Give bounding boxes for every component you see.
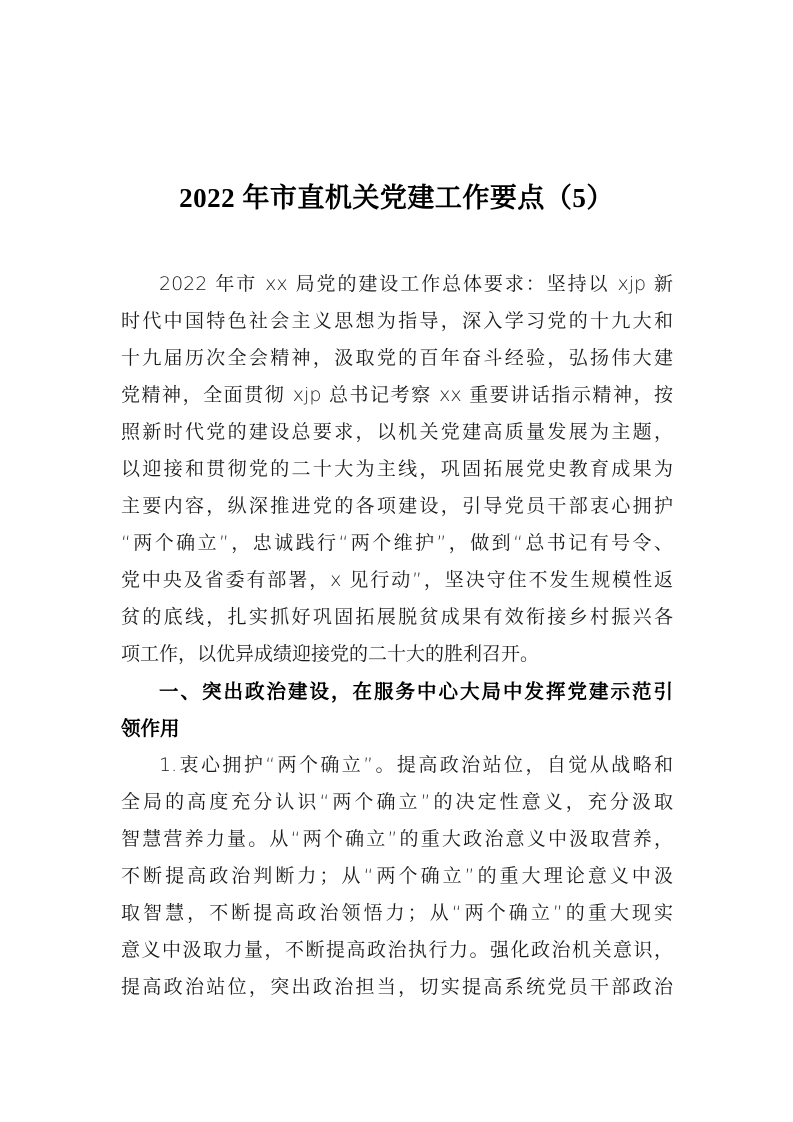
paragraph-line: 党中央及省委有部署，x 见行动”，坚决守住不发生规模性返 bbox=[121, 569, 673, 591]
paragraph-line: 不断提高政治判断力；从“两个确立”的重大理论意义中汲 bbox=[121, 865, 673, 887]
paragraph-line: 项工作，以优异成绩迎接党的二十大的胜利召开。 bbox=[121, 643, 540, 665]
paragraph-line: 意义中汲取力量，不断提高政治执行力。强化政治机关意识， bbox=[121, 939, 673, 961]
paragraph-line: 提高政治站位，突出政治担当，切实提高系统党员干部政治 bbox=[121, 976, 673, 998]
paragraph-line: 1.衷心拥护“两个确立”。提高政治站位，自觉从战略和 bbox=[159, 754, 673, 776]
intro-paragraph bbox=[121, 266, 673, 673]
paragraph-line: 以迎接和贯彻党的二十大为主线，巩固拓展党史教育成果为 bbox=[121, 458, 673, 480]
paragraph-line: 时代中国特色社会主义思想为指导，深入学习党的十九大和 bbox=[121, 310, 673, 332]
paragraph-line: 十九届历次全会精神，汲取党的百年奋斗经验，弘扬伟大建 bbox=[121, 347, 673, 369]
document-title: 2022 年市直机关党建工作要点（5） bbox=[179, 183, 614, 213]
paragraph-line: 主要内容，纵深推进党的各项建设，引导党员干部衷心拥护 bbox=[121, 495, 673, 517]
document-body bbox=[121, 266, 673, 1006]
item-paragraph bbox=[121, 747, 673, 1006]
paragraph-line: 取智慧，不断提高政治领悟力；从“两个确立”的重大现实 bbox=[121, 902, 673, 924]
paragraph-line: 智慧营养力量。从“两个确立”的重大政治意义中汲取营养， bbox=[121, 828, 673, 850]
section-heading bbox=[121, 673, 673, 747]
paragraph-line: 党精神，全面贯彻 xjp 总书记考察 xx 重要讲话指示精神，按 bbox=[121, 384, 673, 406]
heading-line: 一、突出政治建设，在服务中心大局中发挥党建示范引 bbox=[159, 680, 673, 703]
paragraph-line: 贫的底线，扎实抓好巩固拓展脱贫成果有效衔接乡村振兴各 bbox=[121, 606, 673, 628]
paragraph-line: 2022 年市 xx 局党的建设工作总体要求：坚持以 xjp 新 bbox=[159, 273, 673, 295]
heading-line: 领作用 bbox=[121, 717, 180, 740]
paragraph-line: 照新时代党的建设总要求，以机关党建高质量发展为主题， bbox=[121, 421, 673, 443]
paragraph-line: “两个确立”，忠诚践行“两个维护”，做到“总书记有号令、 bbox=[121, 532, 673, 554]
paragraph-line: 全局的高度充分认识“两个确立”的决定性意义，充分汲取 bbox=[121, 791, 673, 813]
